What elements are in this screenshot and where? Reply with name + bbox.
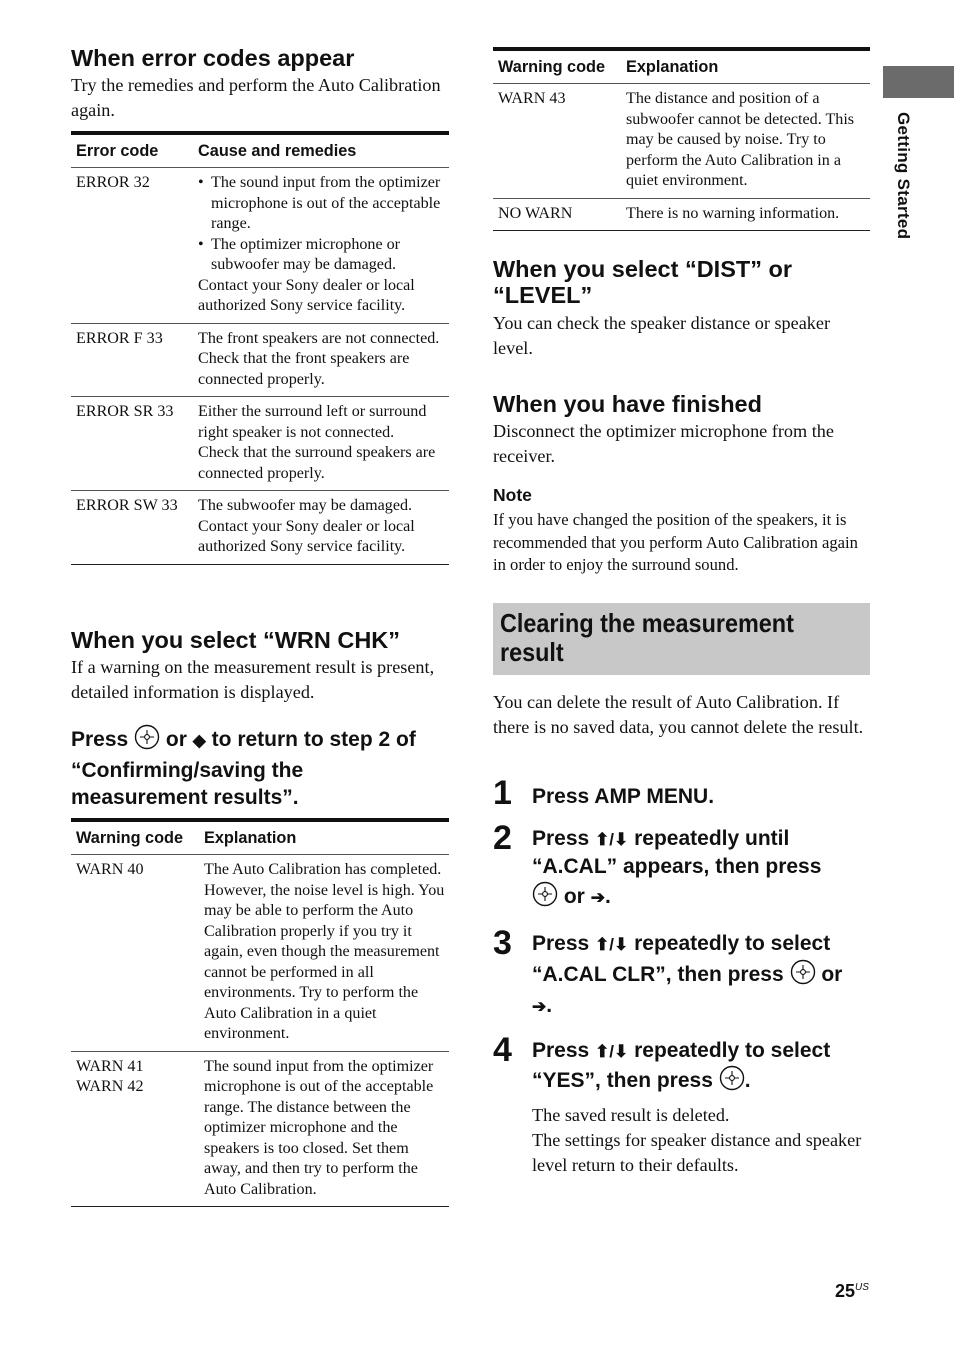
error-code-cell: ERROR F 33 [76, 329, 163, 347]
explanation-cell: There is no warning information. [626, 204, 840, 222]
error-codes-heading: When error codes appear [71, 45, 355, 71]
cause-bullet: The optimizer microphone or subwoofer may be damaged. [211, 235, 401, 273]
step-text: Press [532, 826, 590, 850]
cause-bullet: The sound input from the optimizer microphone is out of the acceptable range. [211, 174, 441, 232]
note-heading: Note [493, 485, 532, 505]
error-codes-intro: Try the remedies and perform the Auto Calibration again. [71, 75, 441, 120]
warning-code-cell: NO WARN [498, 204, 573, 222]
cause-cell [193, 323, 449, 397]
clearing-intro: You can delete the result of Auto Calibration. If there is no saved data, you cannot delete the result. [493, 692, 864, 737]
warning-code-table [71, 818, 449, 1207]
table-row [71, 168, 449, 324]
step-1 [493, 776, 870, 811]
explanation-cell: The sound input from the optimizer microphone is out of the acceptable range. The distance between the optimizer microphone and the speakers is too closed. Set them away, and then try to perform the Auto Calibration. [204, 1057, 434, 1198]
remedy-text: Check that the surround speakers are connected properly. [198, 444, 436, 482]
step-text: repeatedly to select [634, 932, 831, 955]
table-row [493, 84, 870, 199]
step-text: Press [532, 1038, 590, 1062]
step-result [532, 1103, 870, 1178]
step-text: or [563, 884, 585, 908]
press-heading [71, 724, 449, 811]
press-text: Press [71, 728, 129, 751]
step-number: 3 [493, 924, 512, 962]
cause-cell: • The sound input from the optimizer microphone is out of the acceptable range. • The optimizer microphone or subwoofer may be damaged. Contact your Sony dealer or local authorized Sony service facility. [193, 168, 449, 324]
wrn-chk-intro: If a warning on the measurement result is present, detailed information is displayed. [71, 657, 435, 702]
step-text: “A.CAL CLR”, then press [532, 962, 784, 986]
step-text: or [821, 962, 843, 986]
table-row [71, 397, 449, 491]
step-4: 4 Press ⬆/⬇ repeatedly to select “YES”, then press . [493, 1033, 870, 1099]
step-3: 3 Press ⬆/⬇ repeatedly to select “A.CAL CLR”, then press or ➔. [493, 926, 870, 1021]
cause-text: The front speakers are not connected. [198, 329, 440, 347]
step-text: Press [532, 932, 590, 955]
error-code-cell: ERROR SR 33 [76, 403, 174, 420]
table-row [71, 323, 449, 397]
or-text: or [165, 728, 187, 751]
table-row [71, 491, 449, 565]
warning-code-header: Warning code [76, 829, 184, 847]
warning-code-header: Warning code [498, 58, 606, 76]
explanation-header: Explanation [626, 58, 719, 76]
wrn-chk-heading: When you select “WRN CHK” [71, 627, 401, 653]
step-text: repeatedly to select [634, 1038, 831, 1062]
step-text: “YES”, then press [532, 1069, 713, 1092]
warn-table-wrap-right [493, 47, 870, 231]
page-number [835, 1281, 869, 1302]
step-text: repeatedly until [634, 826, 790, 850]
result-text: The settings for speaker distance and speaker level return to their defaults. [532, 1129, 862, 1175]
cause-cell [193, 397, 449, 491]
error-table-wrap [71, 131, 449, 565]
up-down-arrows-icon: ⬆/⬇ [595, 935, 629, 954]
step-number: 4 [493, 1030, 512, 1069]
step-text: Press AMP MENU. [532, 785, 715, 808]
error-code-cell: ERROR 32 [76, 174, 150, 191]
dist-level-heading: When you select “DIST” or “LEVEL” [493, 256, 793, 308]
finished-heading: When you have finished [493, 391, 762, 417]
error-code-header: Error code [76, 142, 159, 160]
page-suffix: US [855, 1282, 869, 1293]
step-number: 2 [493, 818, 512, 857]
right-arrow-icon: ➔ [590, 887, 605, 907]
finished-text: Disconnect the optimizer microphone from the receiver. [493, 421, 834, 466]
cause-cell [193, 491, 449, 565]
steps-list [493, 776, 870, 1178]
enter-button-icon [790, 959, 816, 993]
clearing-title: Clearing the measurement [500, 608, 794, 638]
remedy-text: Contact your Sony dealer or local authorized Sony service facility. [198, 517, 415, 555]
page-number-value: 25 [835, 1281, 856, 1301]
error-code-table [71, 131, 449, 565]
step-number: 1 [493, 774, 512, 812]
warning-code-cell: WARN 43 [498, 90, 566, 107]
warning-code: WARN 42 [76, 1078, 144, 1095]
cause-text: Contact your Sony dealer or local authorized Sony service facility. [198, 276, 415, 314]
warning-code: WARN 41 [76, 1057, 144, 1075]
dist-level-text: You can check the speaker distance or speaker level. [493, 313, 831, 358]
result-text: The saved result is deleted. [532, 1104, 730, 1125]
warn-table-wrap-left [71, 818, 449, 1207]
cause-text: The subwoofer may be damaged. [198, 497, 413, 514]
section-label: Getting Started [894, 112, 913, 240]
table-row [493, 198, 870, 231]
explanation-header: Explanation [204, 829, 297, 847]
error-code-cell: ERROR SW 33 [76, 497, 178, 514]
enter-button-icon [134, 724, 160, 757]
enter-button-icon [719, 1065, 745, 1099]
explanation-cell: The Auto Calibration has completed. However, the noise level is high. You may be able to perform the Auto Calibration properly if you try it again, even though the measurement cannot be performed in all environments. Try to perform the Auto Calibration in a quiet environment. [204, 861, 445, 1042]
remedy-text: Check that the front speakers are connected properly. [198, 350, 410, 388]
cause-text: Either the surround left or surround right speaker is not connected. [198, 403, 427, 441]
explanation-cell: The distance and position of a subwoofer cannot be detected. This may be caused by noise. Try to perform the Auto Calibration in a quiet environment. [626, 90, 855, 189]
table-row [71, 855, 449, 1052]
press-text: “Confirming/saving the [71, 759, 304, 782]
step-text: “A.CAL” appears, then press [532, 855, 822, 878]
note-text: If you have changed the position of the speakers, it is recommended that you perform Auto Calibration again in order to enjoy the surround sound. [493, 510, 858, 574]
press-text: to return to step 2 of [211, 728, 416, 751]
cause-header: Cause and remedies [198, 142, 357, 160]
up-down-arrows-icon: ⬆/⬇ [595, 1041, 629, 1061]
step-2: 2 Press ⬆/⬇ repeatedly until “A.CAL” appears, then press or ➔. [493, 821, 870, 915]
up-down-arrows-icon: ⬆/⬇ [595, 829, 629, 849]
right-arrow-icon: ➔ [532, 997, 547, 1016]
table-row [71, 1051, 449, 1207]
enter-button-icon [532, 881, 558, 915]
clearing-title: result [500, 637, 564, 667]
section-tab-marker [883, 66, 954, 98]
warning-code-table-cont [493, 47, 870, 231]
warning-code-cell [71, 1051, 199, 1207]
press-text: measurement results”. [71, 786, 299, 809]
left-arrow-icon: ◆ [192, 731, 206, 750]
clearing-banner [493, 603, 870, 675]
warning-code-cell: WARN 40 [76, 861, 144, 878]
